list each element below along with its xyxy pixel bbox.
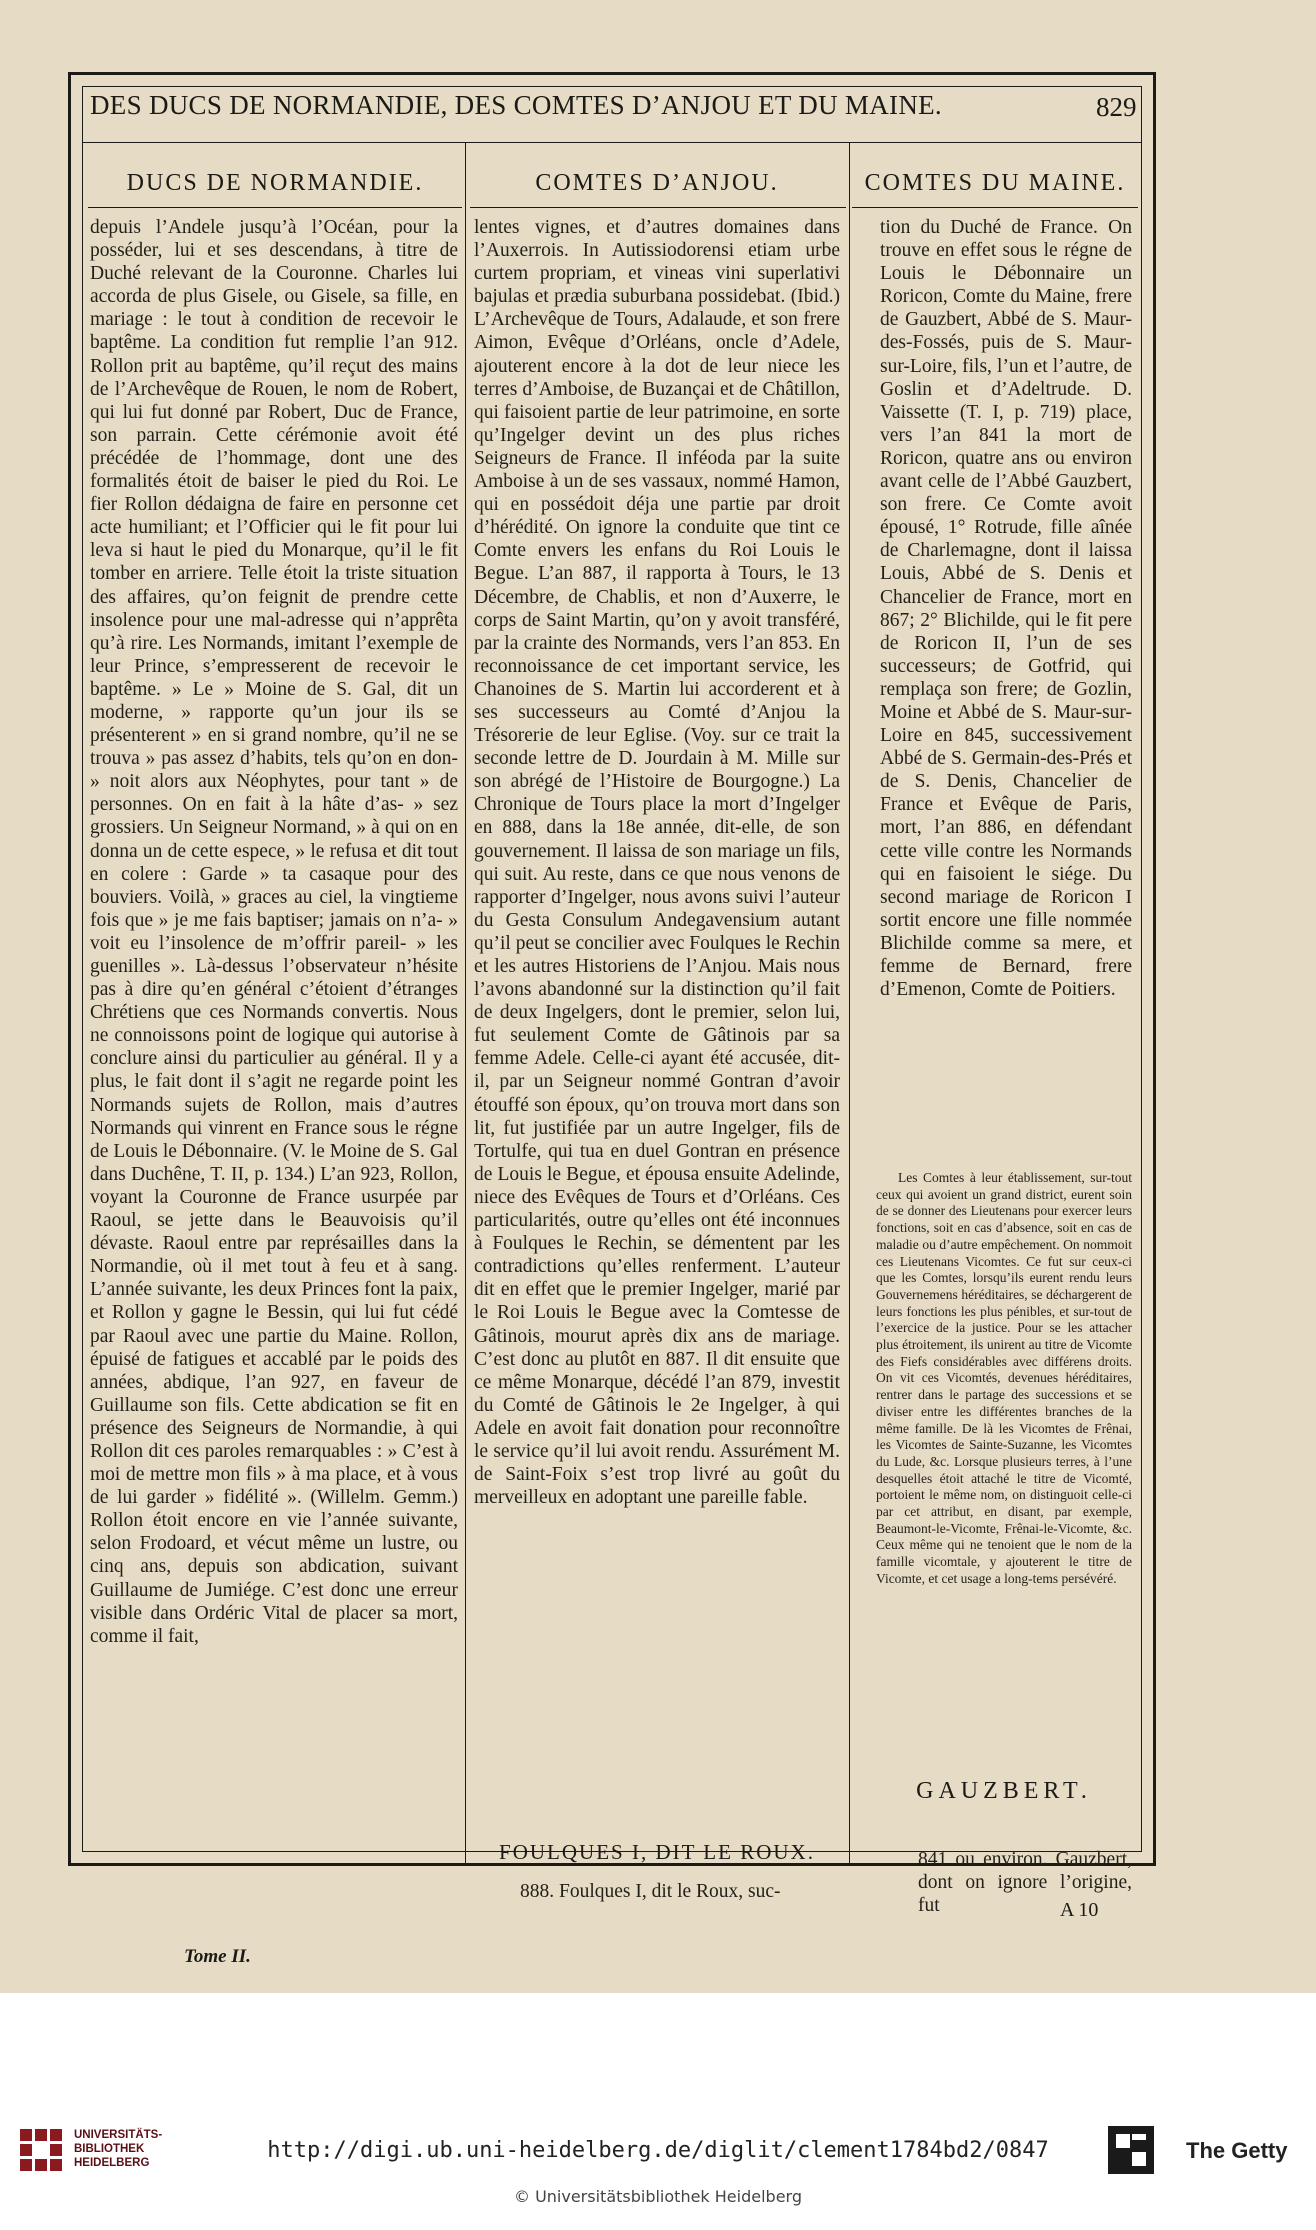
heading-rule bbox=[88, 207, 462, 208]
volume-label: Tome II. bbox=[184, 1946, 251, 1967]
column-maine-text bbox=[880, 216, 1132, 1161]
column-heading-normandie: DUCS DE NORMANDIE. bbox=[126, 170, 424, 196]
footnote-vicomtes bbox=[876, 1170, 1132, 1725]
column-normandie-text bbox=[90, 216, 458, 1856]
page-number: 829 bbox=[1096, 92, 1137, 122]
header-rule bbox=[82, 142, 1142, 143]
column-anjou-text bbox=[474, 216, 840, 1841]
signature-mark: A 10 bbox=[1060, 1899, 1099, 1921]
footnote-text: Les Comtes à leur établissement, sur-tout ceux qui avoient un grand district, eurent soin de se donner des Lieutenans pour exercer leurs fonctions, soit en cas d’absence, soit en cas de maladie ou d’autre empêchement. On nommoit ces Lieutenans Vicomtes. Ce fut sur ceux-ci que les Comtes, lorsqu’ils eurent rendu leurs Gouvernemens héréditaires, se déchargerent de leurs fonctions les plus pénibles, et sur-tout de l’exercice de la justice. Pour se les attacher plus étroitement, ils unirent au titre de Vicomte des Fiefs considérables avec différens droits. On vit ces Vicomtés, devenues héréditaires, rentrer dans le partage des successions et se diviser entre les différentes branches de la même famille. De là les Vicomtes de Frênai, les Vicomtes de Sainte-Suzanne, les Vicomtes du Lude, &c. Lorsque plusieurs terres, à l’une desquelles étoit attaché le titre de Vicomté, portoient le même nom, on distinguoit celle-ci par cet attribut, en disant, par exemple, Beaumont-le-Vicomte, Frênai-le-Vicomte, &c. Ceux même qui ne tenoient que le nom de la famille vicomtale, y ajouterent le titre de Vicomte, et cet usage a long-tems persévéré. bbox=[876, 1170, 1132, 1586]
paragraph: tion du Duché de France. On trouve en effet sous le régne de Louis le Débonnaire un Roricon, Comte du Maine, frere de Gauzbert, Abbé de S. Maur-des-Fossés, puis de S. Maur-sur-Loire, fils, l’un et l’autre, de Goslin et d’Adeltrude. D. Vaissette (T. I, p. 719) place, vers l’an 841 la mort de Roricon, quatre ans ou environ avant celle de l’Abbé Gauzbert, son frere. Ce Comte avoit épousé, 1° Rotrude, fille aînée de Charlemagne, dont il laissa Louis, Abbé de S. Denis et Chancelier de France, mort en 867; 2° Blichilde, qui le fit pere de Roricon II, l’un de ses successeurs; de Gotfrid, qui remplaça son frere; de Gozlin, Moine et Abbé de S. Maur-sur-Loire en 845, successivement Abbé de S. Germain-des-Prés et de S. Denis, Chancelier de France et Evêque de Paris, mort, l’an 886, en défendant cette ville contre les Normands qui en faisoient le siége. Du second mariage de Roricon I sortit encore une fille nommée Blichilde comme sa mere, et femme de Bernard, frere d’Emenon, Comte de Poitiers. bbox=[880, 217, 1132, 1001]
heading-rule bbox=[470, 207, 846, 208]
column-heading-maine: COMTES DU MAINE. bbox=[864, 170, 1126, 196]
paragraph: lentes vignes, et d’autres domaines dans l’Auxerrois. In Autissiodorensi etiam urbe curtem propriam, et vineas vini superlativi bajulas et prædia suburbana possidebat. (Ibid.) L’Archevêque de Tours, Adalaude, et son frere Aimon, Evêque d’Orléans, oncle d’Adele, ajouterent encore à la dot de leur niece les terres d’Amboise, de Buzançai et de Châtillon, qui faisoient partie de leur patrimoine, en sorte qu’Ingelger devint un des plus riches Seigneurs de France. Il inféoda par la suite Amboise à un de ses vassaux, nommé Hamon, qui en possédoit déja une partie par droit d’hérédité. On ignore la conduite que tint ce Comte envers les enfans du Roi Louis le Begue. L’an 887, il rapporta à Tours, le 13 Décembre, de Chablis, et non d’Auxerre, le corps de Saint Martin, qu’on y avoit transféré, par la crainte des Normands, vers l’an 853. En reconnoissance de cet important service, les Chanoines de S. Martin lui accorderent et à ses successeurs au Comté d’Anjou la Trésorerie de leur Eglise. (Voy. sur ce trait la seconde lettre de D. Jourdain à M. Mille sur son abrégé de l’Histoire de Bourgogne.) La Chronique de Tours place la mort d’Ingelger en 888, dans la 18e année, dit-elle, de son gouvernement. Il laissa de son mariage un fils, qui suit. Au reste, dans ce que nous venons de rapporter d’Ingelger, nous avons suivi l’auteur du Gesta Consulum Andegavensium autant qu’il peut se concilier avec Foulques le Rechin et les autres Historiens de l’Anjou. Mais nous l’avons abandonné sur la distinction qu’il fait de deux Ingelgers, dont le premier, selon lui, fut seulement Comte de Gâtinois par sa femme Adele. Celle-ci ayant été accusée, dit-il, par un Seigneur nommé Gontran d’avoir étouffé son époux, qu’on trouva mort dans son lit, fut justifiée par un autre Ingelger, fils de Tortulfe, qui tua en duel Gontran en présence de Louis le Begue, et épousa ensuite Adelinde, niece des Evêques de Tours et d’Orléans. Ces particularités, outre qu’elles ont été inconnues à Foulques le Rechin, se démentent par les contradictions qu’elles renferment. L’auteur dit en effet que le premier Ingelger, marié par le Roi Louis le Begue avec la Comtesse de Gâtinois, mourut après dix ans de mariage. C’est donc au plutôt en 887. Il dit ensuite que ce même Monarque, décédé l’an 879, investit du Comté de Gâtinois le 2e Ingelger, à qui Adele en avoit fait donation pour reconnoître le service qu’il lui avoit rendu. Assurément M. de Saint-Foix s’est trop livré au goût du merveilleux en adoptant une pareille fable. bbox=[474, 217, 840, 1509]
column-divider-1 bbox=[465, 142, 466, 1864]
library-name: UNIVERSITÄTS- BIBLIOTHEK HEIDELBERG bbox=[74, 2129, 163, 2169]
running-head: DES DUCS DE NORMANDIE, DES COMTES D’ANJOU ET DU MAINE. bbox=[90, 90, 942, 120]
permalink-url[interactable]: http://digi.ub.uni-heidelberg.de/diglit/clement1784bd2/0847 bbox=[267, 2138, 1049, 2163]
getty-logo-icon bbox=[1108, 2126, 1154, 2174]
paragraph: 841 ou environ. Gauzbert, dont on ignore l’origine, fut bbox=[918, 1849, 1132, 1917]
partner-name: The Getty bbox=[1186, 2138, 1288, 2163]
paragraph: 888. Foulques I, dit le Roux, suc- bbox=[520, 1881, 781, 1902]
copyright-notice: © Universitätsbibliothek Heidelberg bbox=[513, 2187, 802, 2206]
column-heading-anjou: COMTES D’ANJOU. bbox=[535, 170, 779, 196]
column-divider-2 bbox=[849, 142, 850, 1864]
subheading-foulques: FOULQUES I, DIT LE ROUX. bbox=[499, 1840, 815, 1864]
subheading-gauzbert: GAUZBERT. bbox=[916, 1778, 1092, 1804]
paragraph: depuis l’Andele jusqu’à l’Océan, pour la posséder, lui et ses descendans, à titre de Duché relevant de la Couronne. Charles lui accorda de plus Gisele, ou Gisele, sa fille, en mariage : le tout à condition de recevoir le baptême. La condition fut remplie l’an 912. Rollon prit au baptême, qu’il reçut des mains de l’Archevêque de Rouen, le nom de Robert, qui lui fut donné par Robert, Duc de France, son parrain. Cette cérémonie avoit été précédée de l’hommage, dont une des formalités étoit de baiser le pied du Roi. Le fier Rollon dédaigna de faire en personne cet acte humiliant; et l’Officier qui le fit pour lui leva si haut le pied du Monarque, qu’il le fit tomber en arriere. Telle étoit la triste situation des affaires, qu’on feignit de prendre cette insolence pour une mal-adresse qui n’apprêta qu’à rire. Les Normands, imitant l’exemple de leur Prince, s’empresserent de recevoir le baptême. » Le » Moine de S. Gal, dit un moderne, » rapporte qu’un jour ils se présenterent » en si grand nombre, qu’il ne se trouva » pas assez d’habits, tels qu’on en don- » noit alors aux Néophytes, pour tant » de personnes. On en fait à la hâte d’as- » sez grossiers. Un Seigneur Normand, » à qui on en donna un de cette espece, » le refusa et dit tout en colere : Garde » ta casaque pour des bouviers. Voilà, » graces au ciel, la vingtieme fois que » je me fais baptiser; jamais on n’a- » voit eu l’insolence de m’offrir pareil- » les guenilles ». Là-dessus l’observateur n’hésite pas à dire qu’en général c’étoient d’étranges Chrétiens que ces Normands convertis. Nous ne connoissons point de logique qui autorise à conclure ainsi du particulier au général. Il y a plus, le fait dont il s’agit ne regarde point les Normands sujets de Rollon, mais d’autres Normands qui vinrent en France sous le régne de Louis le Débonnaire. (V. le Moine de S. Gal dans Duchêne, T. II, p. 134.) L’an 923, Rollon, voyant la Couronne de France usurpée par Raoul, se jette dans le Beauvoisis qu’il dévaste. Raoul entre par représailles dans la Normandie, où il met tout à feu et à sang. L’année suivante, les deux Princes font la paix, et Rollon y gagne le Bessin, qui lui fut cédé par Raoul avec une partie du Maine. Rollon, épuisé de fatigues et accablé par le poids des années, abdique, l’an 927, en faveur de Guillaume son fils. Cette abdication se fit en présence des Seigneurs de Normandie, à qui Rollon dit ces paroles remarquables : » C’est à moi de mettre mon fils » à ma place, et à vous de lui garder » fidélité ». (Willelm. Gemm.) Rollon étoit encore en vie l’année suivante, selon Frodoard, et vécut même un lustre, ou cinq ans, depuis son abdication, suivant Guillaume de Jumiége. C’est donc une erreur visible dans Ordéric Vital de placer sa mort, comme il fait, bbox=[90, 217, 458, 1647]
heading-rule bbox=[852, 207, 1138, 208]
